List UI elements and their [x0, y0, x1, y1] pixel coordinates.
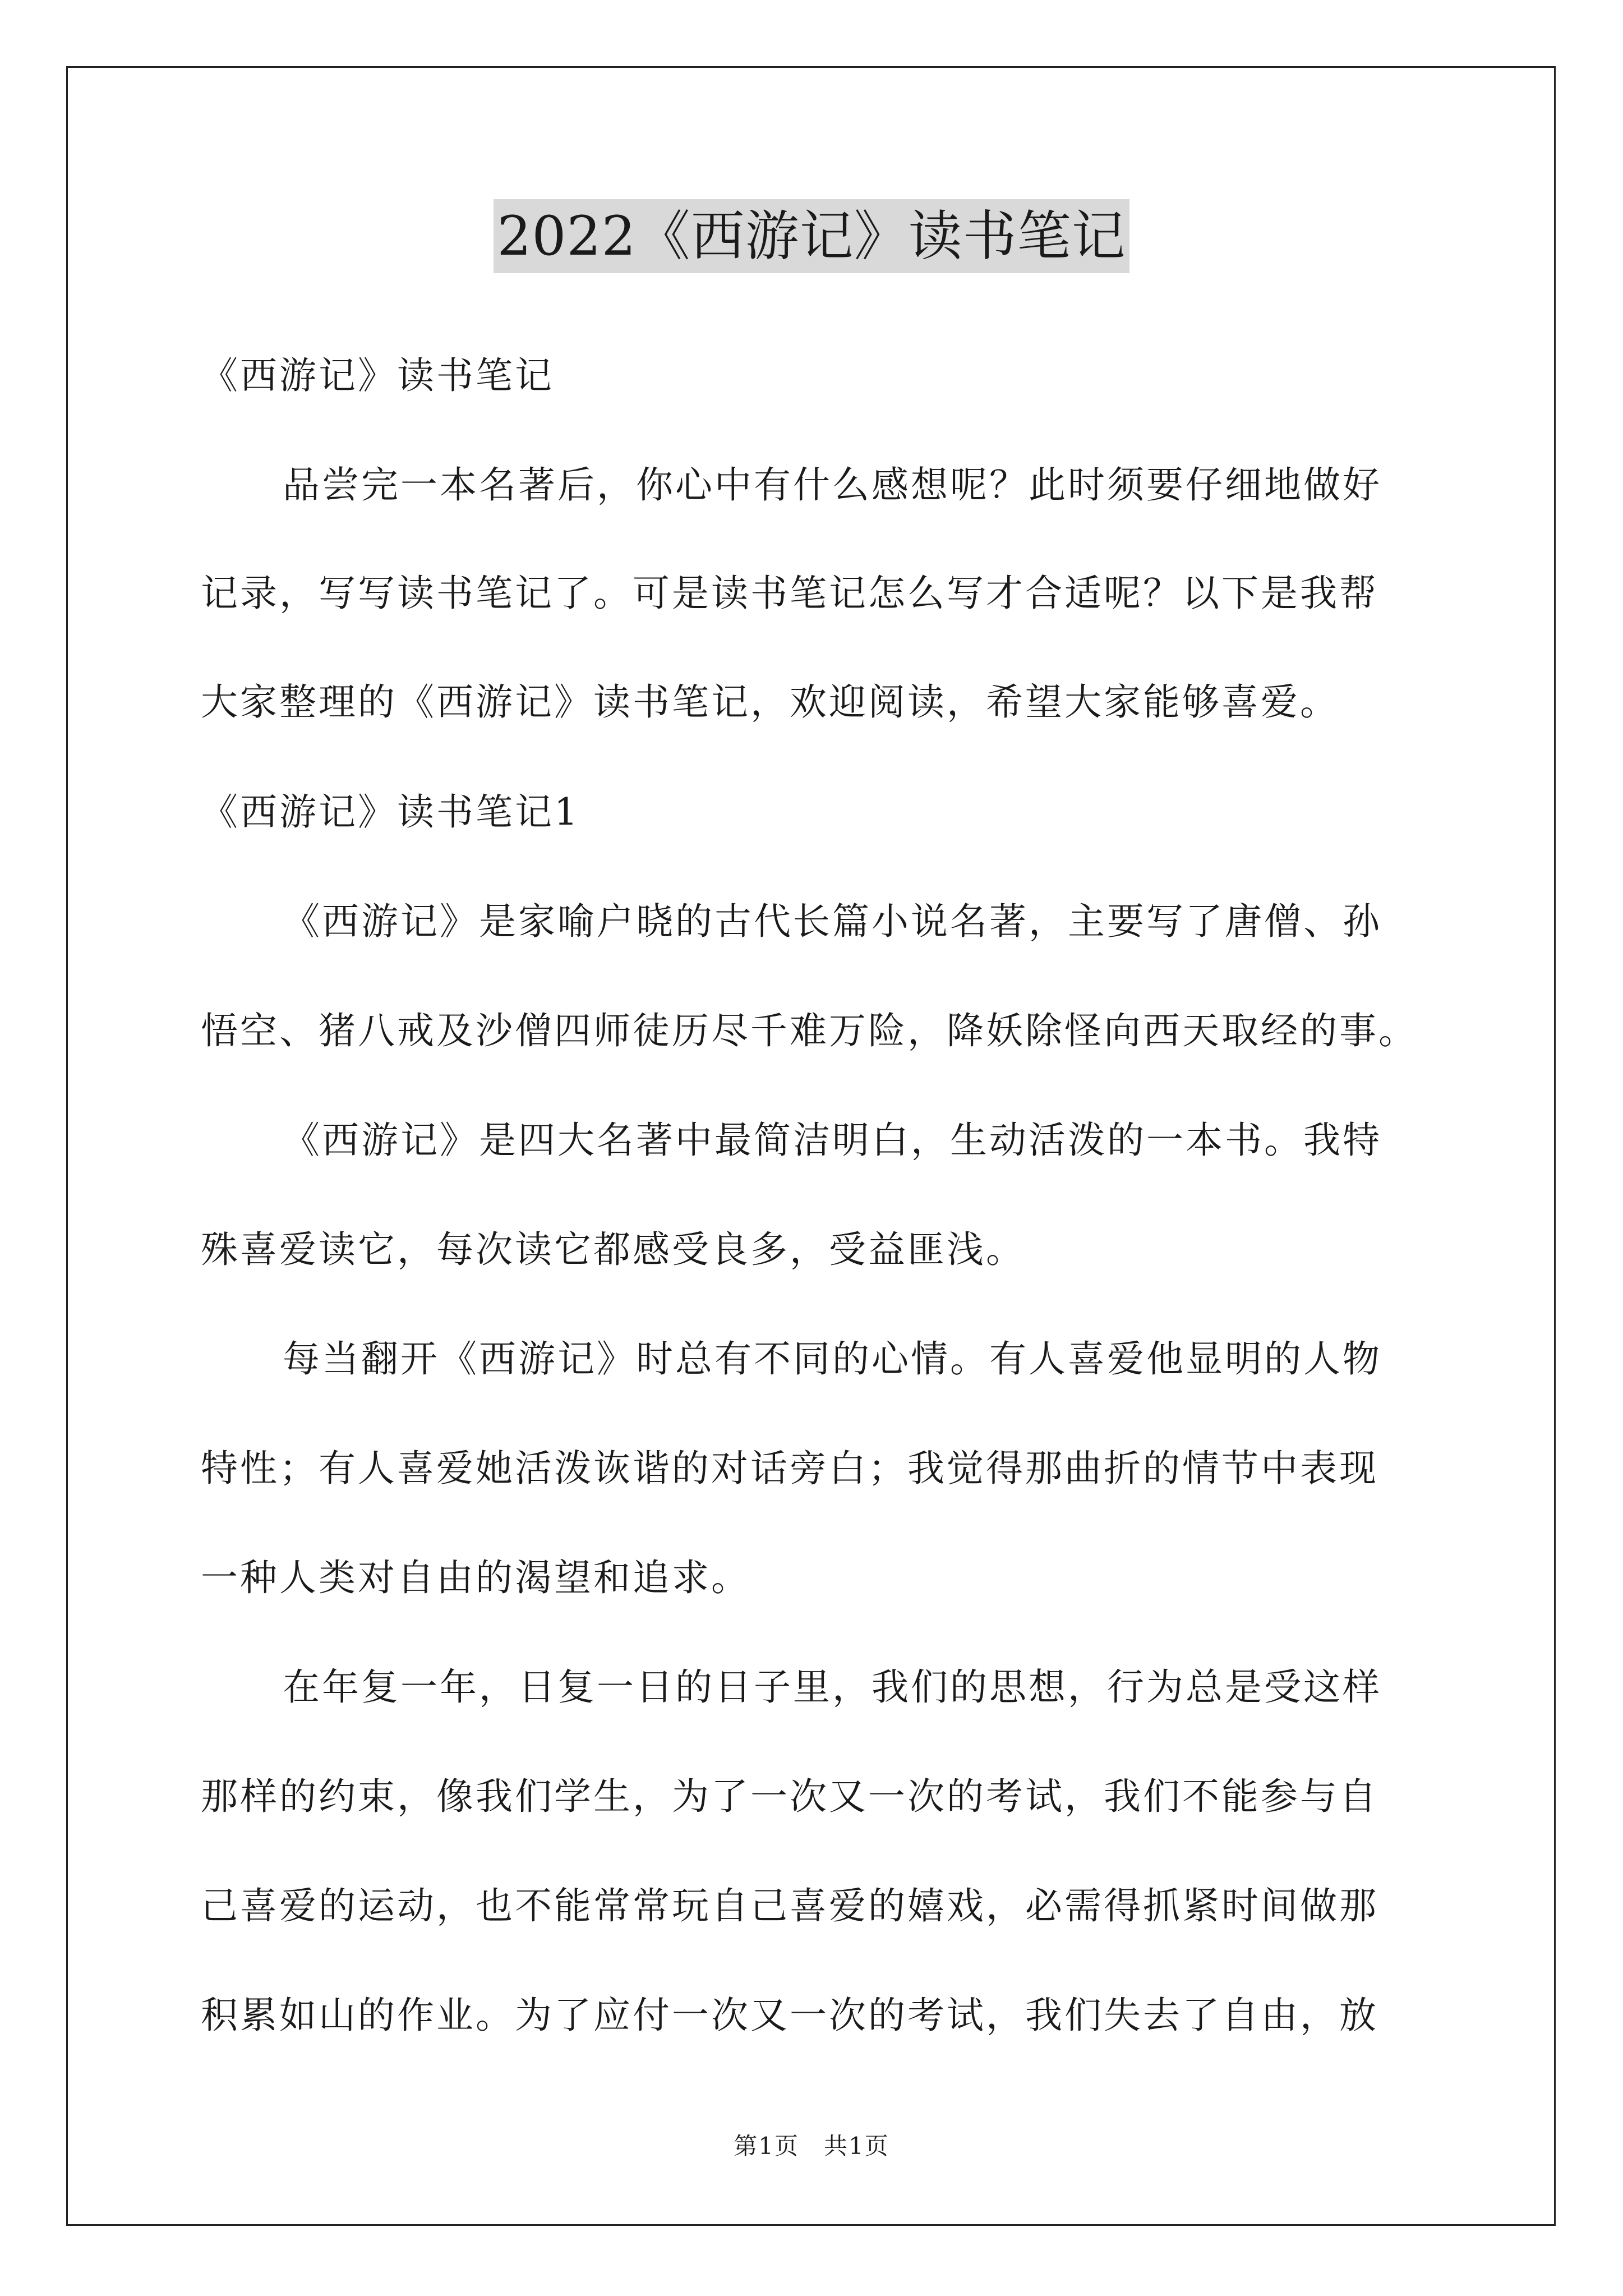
- paragraph-line: 殊喜爱读它，每次读它都感受良多，受益匪浅。: [201, 1228, 1025, 1271]
- title-container: [0, 199, 1623, 273]
- paragraph-line: 一种人类对自由的渴望和追求。: [201, 1556, 750, 1599]
- paragraph-line: 那样的约束，像我们学生，为了一次又一次的考试，我们不能参与自: [201, 1775, 1378, 1818]
- paragraph-line: 品尝完一本名著后，你心中有什么感想呢？此时须要仔细地做好: [283, 463, 1382, 507]
- page-footer: [0, 2132, 1623, 2161]
- paragraph-line: 大家整理的《西游记》读书笔记，欢迎阅读，希望大家能够喜爱。: [201, 680, 1339, 724]
- paragraph-line: 悟空、猪八戒及沙僧四师徒历尽千难万险，降妖除怪向西天取经的事。: [201, 1009, 1418, 1052]
- paragraph-line: 在年复一年，日复一日的日子里，我们的思想，行为总是受这样: [283, 1665, 1382, 1709]
- paragraph-line: 每当翻开《西游记》时总有不同的心情。有人喜爱他显明的人物: [283, 1337, 1382, 1381]
- page-number: 第1页 共1页: [734, 2132, 889, 2160]
- paragraph-line: 积累如山的作业。为了应付一次又一次的考试，我们失去了自由，放: [201, 1994, 1378, 2037]
- section-heading: 《西游记》读书笔记1: [201, 790, 580, 834]
- paragraph-line: 特性；有人喜爱她活泼诙谐的对话旁白；我觉得那曲折的情节中表现: [201, 1447, 1378, 1490]
- section-heading: 《西游记》读书笔记: [201, 354, 554, 397]
- paragraph-line: 记录，写写读书笔记了。可是读书笔记怎么写才合适呢？以下是我帮: [201, 572, 1378, 615]
- document-title: 2022《西游记》读书笔记: [494, 199, 1129, 273]
- paragraph-line: 《西游记》是家喻户晓的古代长篇小说名著，主要写了唐僧、孙: [283, 900, 1382, 943]
- paragraph-line: 《西游记》是四大名著中最简洁明白，生动活泼的一本书。我特: [283, 1119, 1382, 1162]
- paragraph-line: 己喜爱的运动，也不能常常玩自己喜爱的嬉戏，必需得抓紧时间做那: [201, 1884, 1378, 1927]
